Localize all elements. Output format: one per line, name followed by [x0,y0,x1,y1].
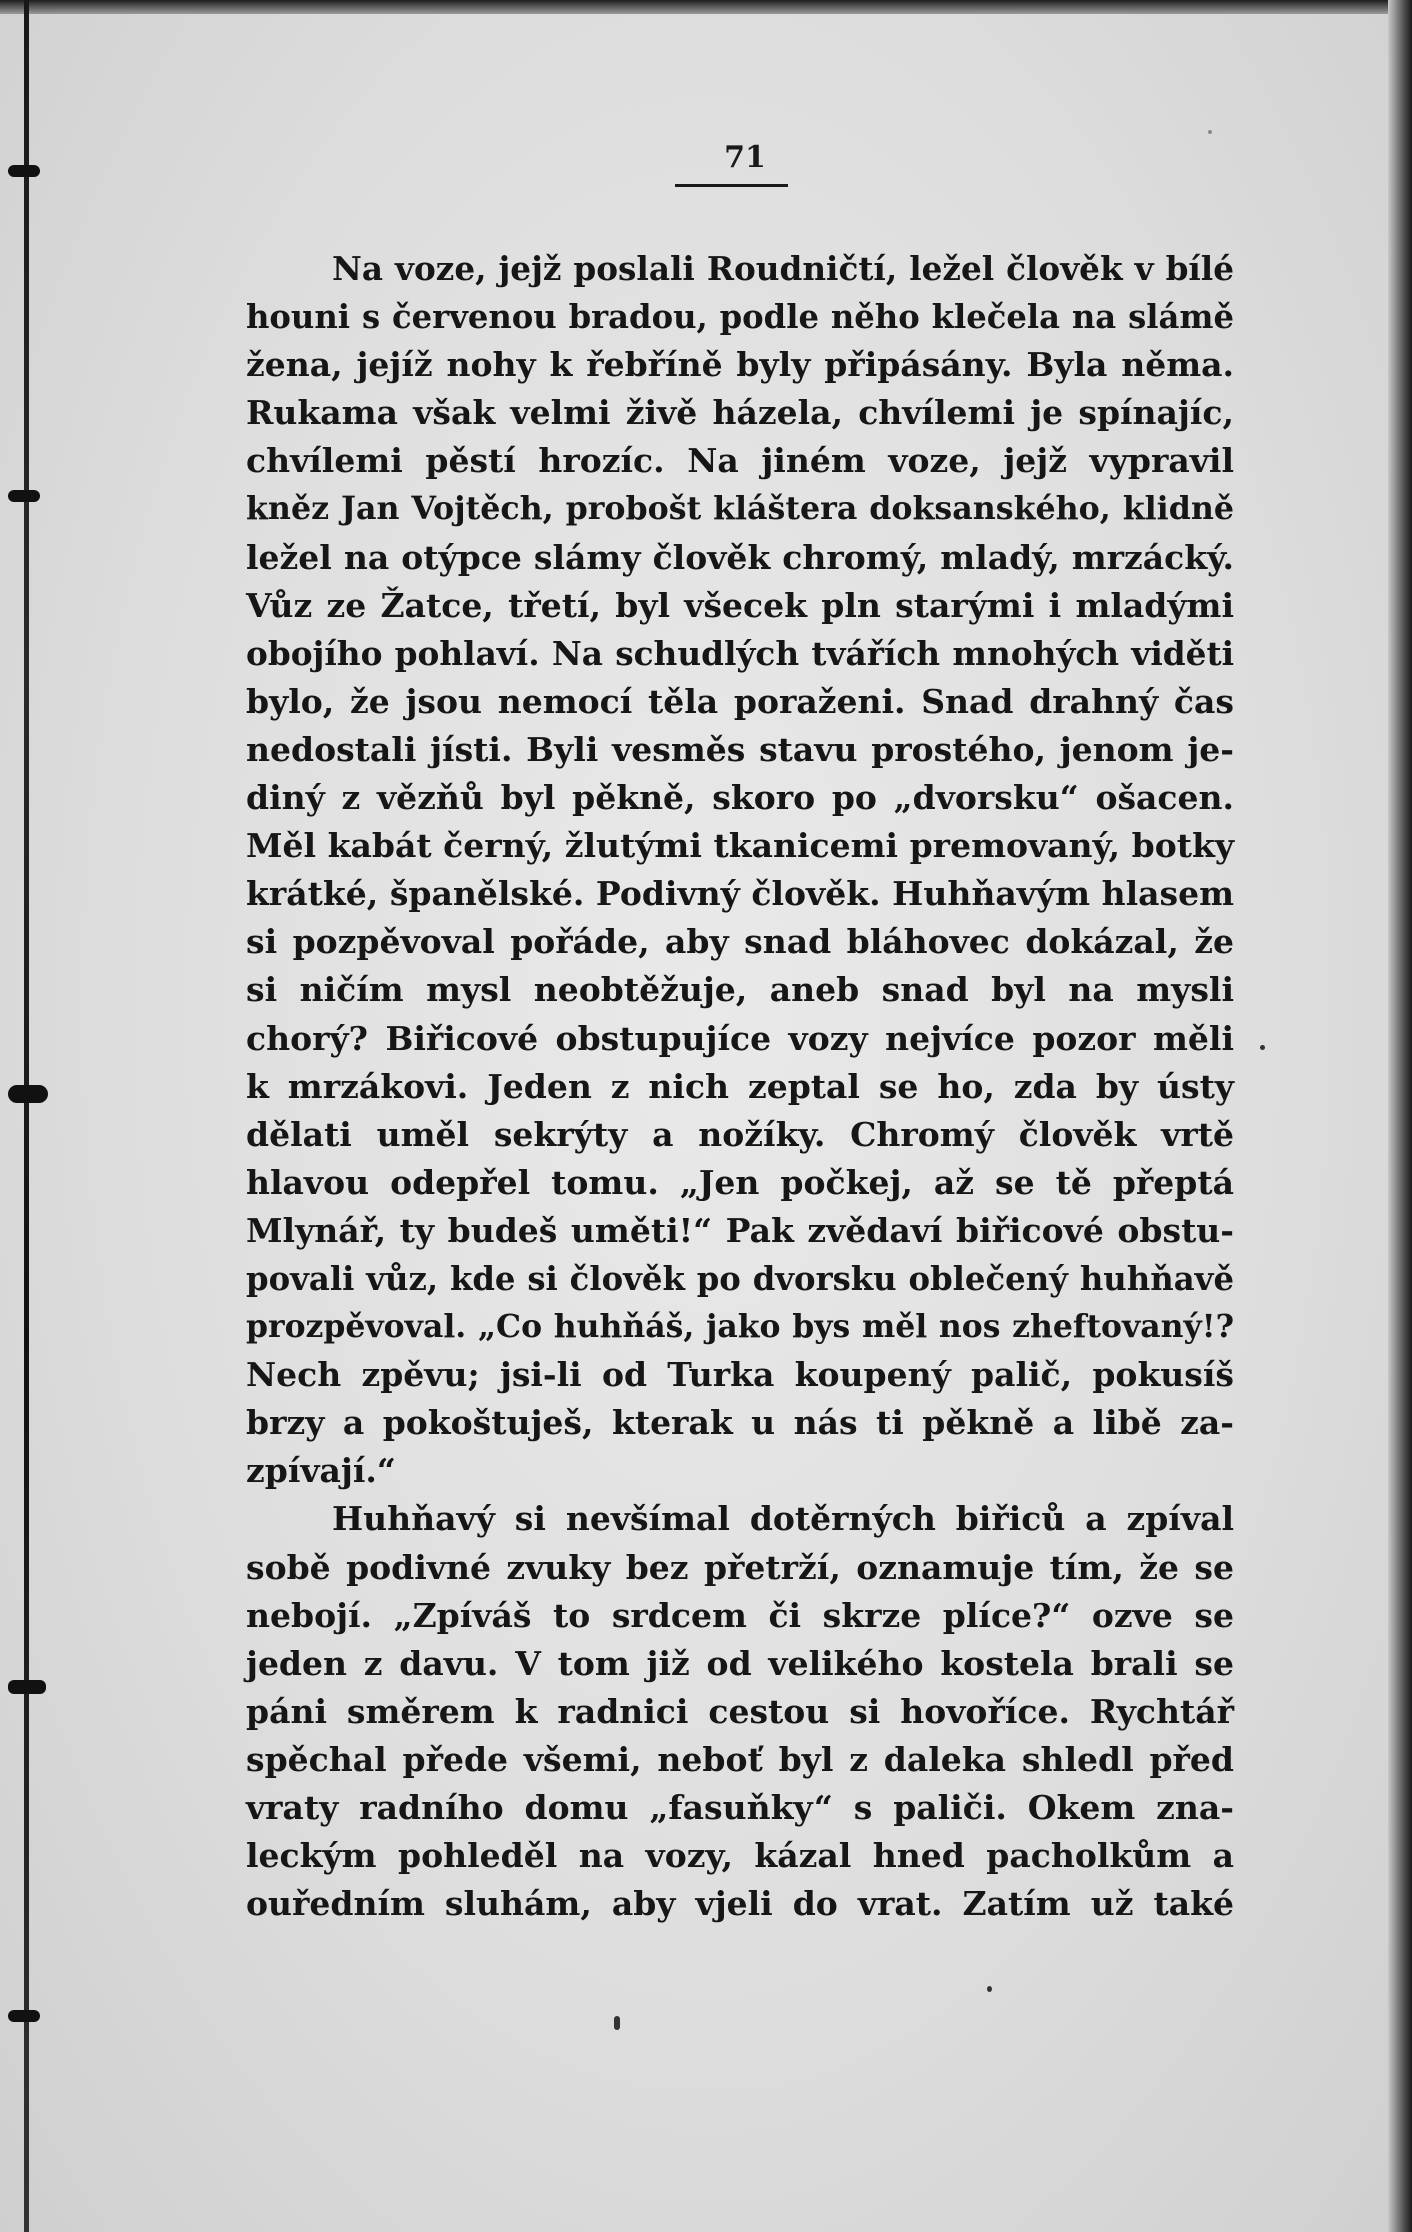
text-line: Na voze, jejž poslali Roudničtí, ležel člověk v bílé [332,249,1234,288]
text-line: prozpěvoval. „Co huhňáš, jako bys měl nos zheftovaný!? [246,1308,1234,1346]
text-line: vraty radního domu „fasuňky“ s paliči. Okem zna- [246,1788,1234,1827]
binding-rule [24,0,29,2232]
text-line: zpívají.“ [246,1451,396,1491]
text-line: chvílemi pěstí hrozíc. Na jiném voze, jejž vypravil [246,441,1234,481]
text-line: houni s červenou bradou, podle něho klečela na slámě [246,298,1234,337]
text-line: si pozpěvoval pořáde, aby snad bláhovec dokázal, že [246,922,1234,962]
body-text [246,245,1234,1928]
text-line: nedostali jísti. Byli vesměs stavu prostého, jenom je- [246,729,1234,769]
text-line: chorý? Biřicové obstupujíce vozy nejvíce pozor měli [246,1018,1234,1058]
binding-edge [0,0,50,2232]
paper-speck [1208,130,1212,134]
binding-mark [8,490,40,502]
text-line: bylo, že jsou nemocí těla poraženi. Snad drahný čas [246,681,1234,721]
text-line: Mlynář, ty budeš uměti!“ Pak zvědaví biřicové obstu- [246,1210,1234,1250]
page-right-edge [1388,0,1412,2232]
text-line: si ničím mysl neobtěžuje, aneb snad byl na mysli [246,970,1234,1010]
text-line: diný z vězňů byl pěkně, skoro po „dvorsku“ ošacen. [246,778,1234,818]
text-line: Rukama však velmi živě házela, chvílemi je spínajíc, [246,393,1234,433]
text-line: Měl kabát černý, žlutými tkanicemi premovaný, botky [246,826,1234,866]
text-line: ouředním sluhám, aby vjeli do vrat. Zatím už také [246,1884,1234,1924]
text-line: jeden z davu. V tom již od velikého kostela brali se [246,1643,1234,1683]
text-line: kněz Jan Vojtěch, probošt kláštera doksanského, klidně [246,490,1234,528]
page-number-rule [675,184,788,187]
binding-mark [8,1680,46,1694]
text-line: k mrzákovi. Jeden z nich zeptal se ho, zda by ústy [246,1066,1234,1106]
text-line: nebojí. „Zpíváš to srdcem či skrze plíce?“ ozve se [246,1595,1234,1635]
text-line: leckým pohleděl na vozy, kázal hned pacholkům a [246,1836,1234,1876]
paper-speck [614,2016,620,2030]
text-line: krátké, španělské. Podivný člověk. Huhňavým hlasem [246,874,1234,914]
text-line: spěchal přede všemi, neboť byl z daleka shledl před [246,1739,1234,1779]
text-line: sobě podivné zvuky bez přetrží, oznamuje tím, že se [246,1547,1234,1587]
text-line: ležel na otýpce slámy člověk chromý, mladý, mrzácký. [246,537,1234,577]
paper-speck [1260,1045,1265,1050]
text-line: obojího pohlaví. Na schudlých tvářích mnohých viděti [246,633,1234,673]
text-line: povali vůz, kde si člověk po dvorsku oblečený huhňavě [246,1259,1234,1298]
binding-mark [8,1085,48,1103]
text-line: Nech zpěvu; jsi-li od Turka koupený palič, pokusíš [246,1355,1234,1395]
page-number: 71 [724,140,766,175]
text-line: hlavou odepřel tomu. „Jen počkej, až se tě přeptá [246,1162,1234,1202]
page-top-edge [0,0,1412,14]
paper-speck [987,1986,992,1992]
binding-mark [8,165,40,177]
binding-mark [8,2010,40,2022]
text-line: žena, jejíž nohy k řebříně byly připásány. Byla něma. [246,345,1234,385]
text-line: brzy a pokoštuješ, kterak u nás ti pěkně a libě za- [246,1403,1234,1443]
text-line: dělati uměl sekrýty a nožíky. Chromý člověk vrtě [246,1114,1234,1154]
text-line: Huhňavý si nevšímal dotěrných biřiců a zpíval [332,1499,1234,1539]
text-line: páni směrem k radnici cestou si hovoříce. Rychtář [246,1691,1234,1731]
text-line: Vůz ze Žatce, třetí, byl všecek pln starými i mladými [246,585,1234,625]
